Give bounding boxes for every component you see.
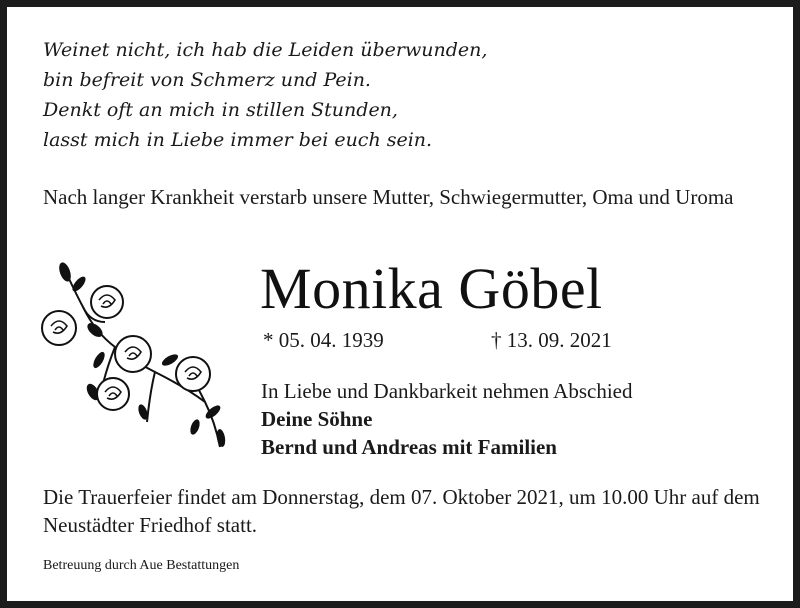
- poem: [43, 35, 487, 155]
- poem-line: lasst mich in Liebe immer bei euch sein.: [43, 129, 433, 151]
- mourners-names: Bernd und Andreas mit Familien: [261, 435, 557, 459]
- deceased-name: Monika Göbel: [260, 256, 603, 321]
- poem-line: Weinet nicht, ich hab die Leiden überwunden,: [43, 39, 488, 61]
- service-info: Die Trauerfeier findet am Donnerstag, dem 07. Oktober 2021, um 10.00 Uhr auf dem Neustädter Friedhof statt.: [43, 485, 760, 537]
- poem-line: bin befreit von Schmerz und Pein.: [43, 69, 371, 91]
- birth-date: * 05. 04. 1939: [263, 328, 384, 352]
- farewell-line: In Liebe und Dankbarkeit nehmen Abschied: [261, 379, 633, 403]
- rose-branch-icon: [35, 262, 235, 457]
- funeral-home-credit: Betreuung durch Aue Bestattungen: [43, 558, 240, 573]
- death-date: † 13. 09. 2021: [491, 328, 612, 352]
- poem-line: Denkt oft an mich in stillen Stunden,: [43, 99, 398, 121]
- farewell-block: [261, 377, 632, 461]
- intro-text: Nach langer Krankheit verstarb unsere Mutter, Schwiegermutter, Oma und Uroma: [43, 185, 734, 209]
- mourners-title: Deine Söhne: [261, 407, 373, 431]
